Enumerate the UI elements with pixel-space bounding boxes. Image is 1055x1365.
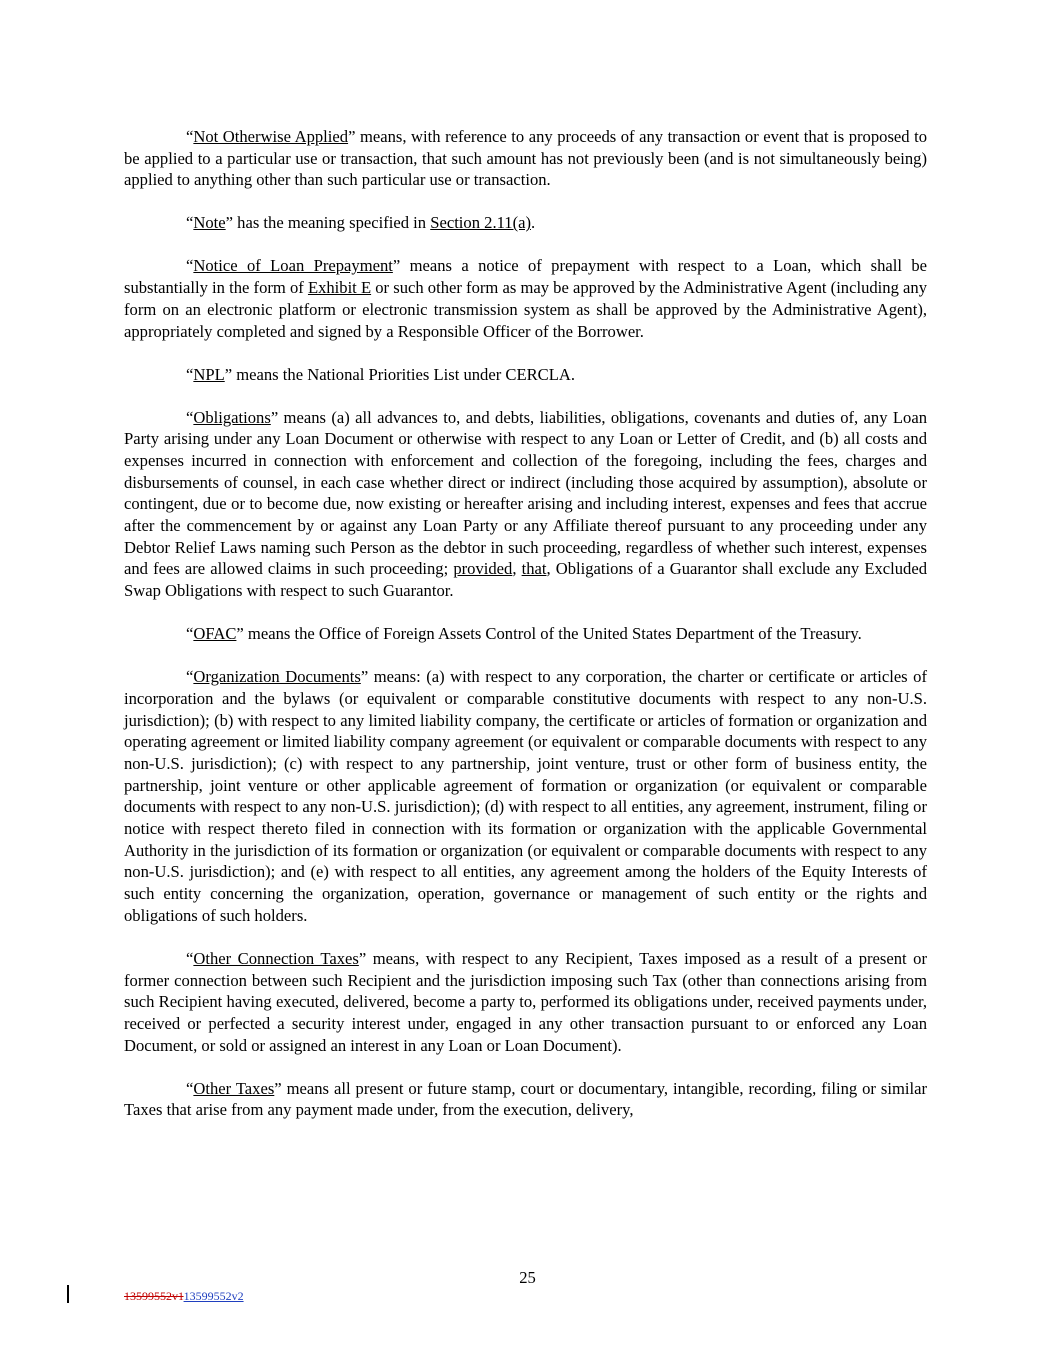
definition-text: ” means, with respect to any Recipient, Taxes imposed as a result of a present or former connection between such Recipient and the jurisdiction imposing such Tax (other than connections arising from such Recipient having executed, delivered, become a party to, performed its obligations under, received payments under, received or perfected a security interest under, engaged in any other transaction pursuant to or enforced any Loan Document, or sold or assigned an interest in any Loan or Loan Document).	[124, 948, 927, 1055]
definition-text: ” means a notice of prepayment with respect to a Loan, which shall be substantially in the form of	[124, 256, 927, 298]
underlined-reference: provided	[453, 559, 513, 579]
defined-term: Note	[193, 213, 226, 233]
definition-paragraph: “Organization Documents” means: (a) with respect to any corporation, the charter or certificate or articles of incorporation and the bylaws (or equivalent or comparable constitutive documents with respect to any non-U.S. jurisdiction); (b) with respect to any limited liability company, the certificate or articles of formation or organization and operating agreement or limited liability company agreement (or equivalent or comparable documents with respect to any non-U.S. jurisdiction); (c) with respect to any partnership, joint venture, trust or other form of business entity, the partnership, joint venture or other applicable agreement of formation or organization (or equivalent or comparable documents with respect to any non-U.S. jurisdiction); (d) with respect to all entities, any agreement, instrument, filing or notice with respect thereto filed in connection with its formation or organization with the applicable Governmental Authority in the jurisdiction of its formation or organization (or equivalent or comparable documents with respect to any non-U.S. jurisdiction); and (e) with respect to all entities, any agreement among the holders of the Equity Interests of such entity concerning the organization, operation, governance or management of such entity or the rights and obligations of such holders.	[124, 667, 927, 925]
definition-paragraph: “Other Connection Taxes” means, with respect to any Recipient, Taxes imposed as a result of a present or former connection between such Recipient and the jurisdiction imposing such Tax (other than connections arising from such Recipient having executed, delivered, become a party to, performed its obligations under, received payments under, received or perfected a security interest under, engaged in any other transaction pursuant to or enforced any Loan Document, or sold or assigned an interest in any Loan or Loan Document).	[124, 948, 927, 1055]
defined-term: OFAC	[193, 624, 237, 644]
definition-paragraph: “Other Taxes” means all present or future stamp, court or documentary, intangible, recording, filing or similar Taxes that arise from any payment made under, from the execution, delivery,	[124, 1078, 928, 1120]
definition-paragraph: “Notice of Loan Prepayment” means a notice of prepayment with respect to a Loan, which shall be substantially in the form of Exhibit E or such other form as may be approved by the Administrative Agent (including any form on an electronic platform or electronic transmission system as shall be approved by the Administrative Agent), appropriately completed and signed by a Responsible Officer of the Borrower.	[124, 256, 927, 341]
definition-text: ” has the meaning specified in	[225, 213, 431, 233]
underlined-reference: that	[521, 559, 547, 579]
definition-text: or such other form as may be approved by the Administrative Agent (including any form on an electronic platform or electronic transmission system as shall be approved by the Administrative Agent), appropriately completed and signed by a Responsible Officer of the Borrower.	[124, 278, 927, 341]
defined-term: Organization Documents	[193, 667, 361, 687]
defined-term: Notice of Loan Prepayment	[193, 256, 393, 276]
deleted-doc-id: 13599552v1	[124, 1289, 184, 1303]
defined-term: Obligations	[193, 407, 271, 427]
definition-text: .	[531, 213, 536, 233]
underlined-reference: Section 2.11(a)	[430, 213, 531, 233]
definition-paragraph: “Obligations” means (a) all advances to, and debts, liabilities, obligations, covenants and duties of, any Loan Party arising under any Loan Document or otherwise with respect to any Loan or Letter of Credit, and (b) all costs and expenses incurred in connection with enforcement and collection of the foregoing, including the fees, charges and disbursements of counsel, in each case whether direct or indirect (including those acquired by assumption), absolute or contingent, due or to become due, now existing or hereafter arising and including interest, expenses and fees that accrue after the commencement by or against any Loan Party or any Affiliate thereof pursuant to any proceeding under any Debtor Relief Laws naming such Person as the debtor in such proceeding, regardless of whether such interest, expenses and fees are allowed claims in such proceeding; provided, that, Obligations of a Guarantor shall exclude any Excluded Swap Obligations with respect to such Guarantor.	[124, 407, 928, 601]
definition-text: ” means all present or future stamp, court or documentary, intangible, recording, filing or similar Taxes that arise from any payment made under, from the execution, delivery,	[124, 1078, 928, 1120]
defined-term: Not Otherwise Applied	[193, 127, 349, 146]
page-number: 25	[519, 1268, 536, 1287]
document-id-footer	[124, 1289, 244, 1304]
definition-paragraph: “Note” has the meaning specified in Section 2.11(a).	[186, 213, 536, 233]
definition-text: , Obligations of a Guarantor shall exclude any Excluded Swap Obligations with respect to such Guarantor.	[124, 559, 928, 601]
defined-term: Other Taxes	[193, 1078, 275, 1098]
defined-term: Other Connection Taxes	[193, 948, 359, 968]
inserted-doc-id: 13599552v2	[183, 1289, 244, 1303]
definition-text: ” means (a) all advances to, and debts, liabilities, obligations, covenants and duties of, any Loan Party arising under any Loan Document or otherwise with respect to any Loan or Letter of Credit, and (b) all costs and expenses incurred in connection with enforcement and collection of the foregoing, including the fees, charges and disbursements of counsel, in each case whether direct or indirect (including those acquired by assumption), absolute or contingent, due or to become due, now existing or hereafter arising and including interest, expenses and fees that accrue after the commencement by or against any Loan Party or any Affiliate thereof pursuant to any proceeding under any Debtor Relief Laws naming such Person as the debtor in such proceeding, regardless of whether such interest, expenses and fees are allowed claims in such proceeding;	[124, 407, 927, 579]
definition-paragraph: “Not Otherwise Applied” means, with reference to any proceeds of any transaction or event that is proposed to be applied to a particular use or transaction, that such amount has not previously been (and is not simultaneously being) applied to anything other than such particular use or transaction.	[124, 127, 927, 190]
underlined-reference: Exhibit E	[307, 278, 372, 298]
defined-term: NPL	[193, 364, 225, 384]
revision-change-bar	[67, 1285, 69, 1303]
definition-text: ” means: (a) with respect to any corporation, the charter or certificate or articles of incorporation and the bylaws (or equivalent or comparable constitutive documents with respect to any non-U.S. jurisdiction); (b) with respect to any limited liability company, the certificate or articles of formation or organization and operating agreement or limited liability company agreement (or equivalent or comparable documents with respect to any non-U.S. jurisdiction); (c) with respect to any partnership, joint venture, trust or other form of business entity, the partnership, joint venture or other applicable agreement of formation or organization (or equivalent or comparable documents with respect to any non-U.S. jurisdiction); (d) with respect to all entities, any agreement, instrument, filing or notice with respect thereto filed in connection with its formation or organization with the applicable Governmental Authority in the jurisdiction of its formation or organization (or equivalent or comparable documents with respect to any non-U.S. jurisdiction); and (e) with respect to all entities, any agreement among the holders of the Equity Interests of such entity concerning the organization, operation, governance or management of such entity or the rights and obligations of such holders.	[124, 667, 927, 925]
definition-text: ” means the Office of Foreign Assets Control of the United States Department of the Treasury.	[236, 624, 862, 644]
document-body	[124, 126, 927, 1142]
definition-text: ,	[512, 559, 522, 579]
definition-paragraph: “NPL” means the National Priorities List under CERCLA.	[186, 364, 575, 384]
definition-paragraph: “OFAC” means the Office of Foreign Assets Control of the United States Department of the Treasury.	[186, 624, 862, 644]
definition-text: ” means, with reference to any proceeds of any transaction or event that is proposed to be applied to a particular use or transaction, that such amount has not previously been (and is not simultaneously being) applied to anything other than such particular use or transaction.	[124, 127, 927, 190]
definition-text: ” means the National Priorities List under CERCLA.	[224, 364, 575, 384]
